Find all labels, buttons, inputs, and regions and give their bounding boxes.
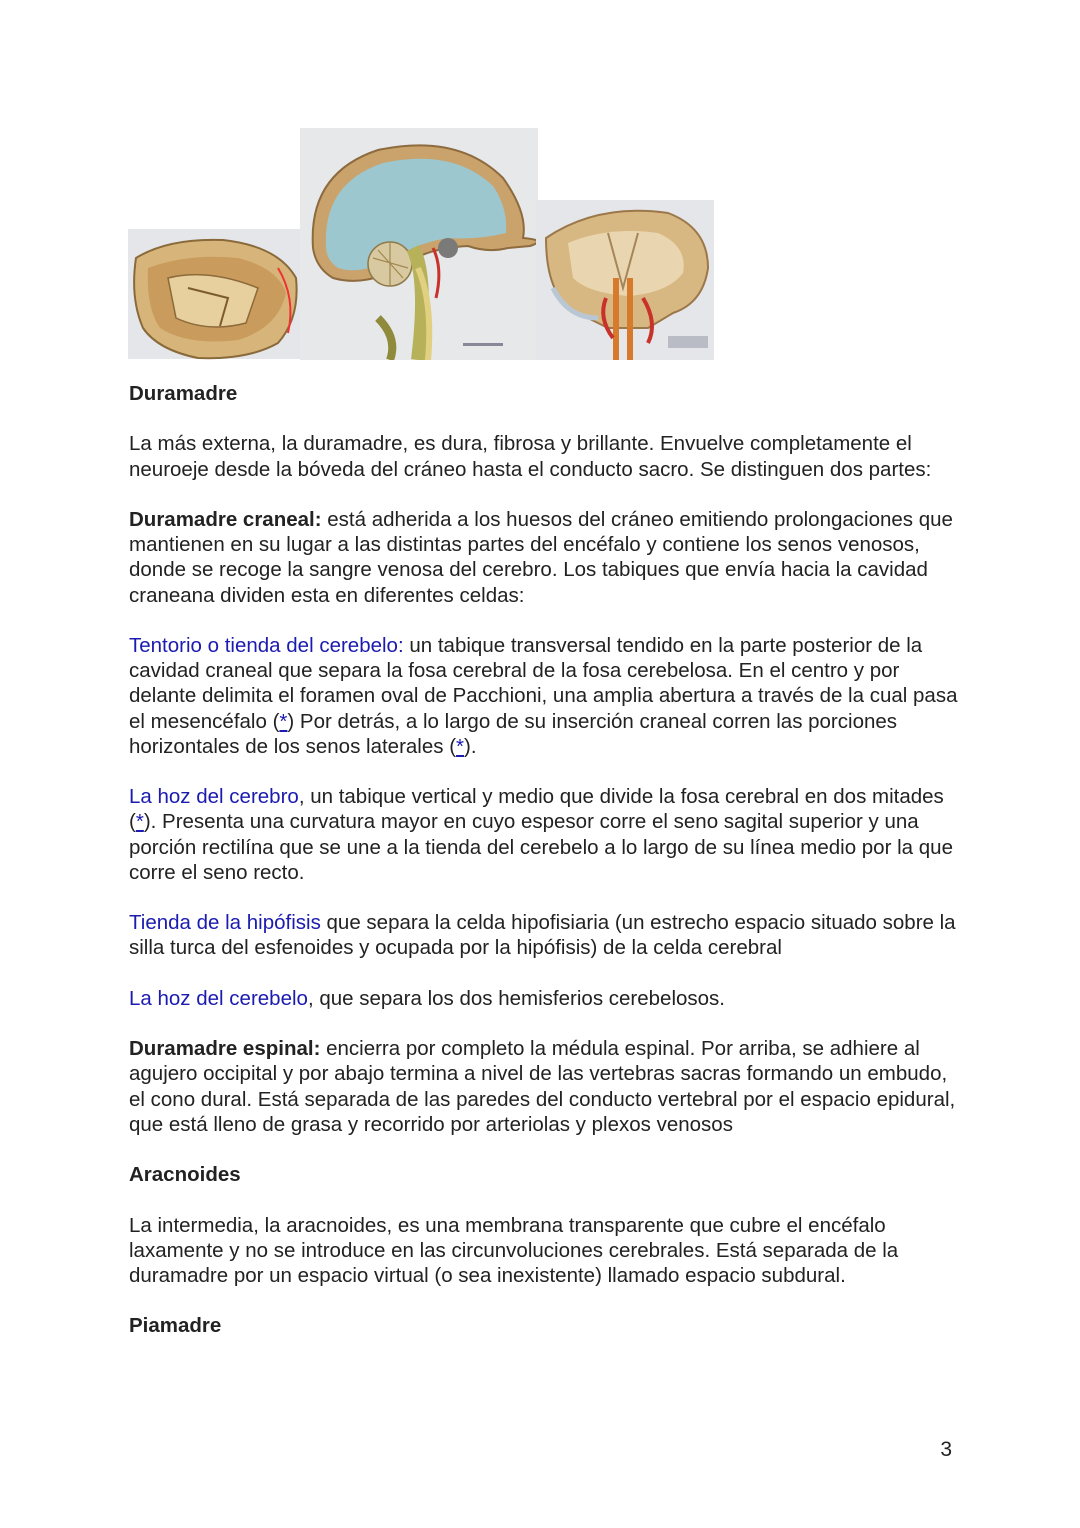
heading-piamadre: Piamadre	[129, 1314, 222, 1338]
text-duramadre-espinal: encierra por completo la médula espinal. Por arriba, se adhiere al agujero occipital y por abajo termina a nivel de las vertebras sacras formando un embudo, el cono dural. Está separada de las paredes del conducto vertebral por el espacio epidural, que está lleno de grasa y recorrido por arteriolas y plexos venosos	[129, 1037, 956, 1136]
text-tentorio-2: ) Por detrás, a lo largo de su inserción craneal corren las porciones horizontales de los senos laterales (	[129, 709, 898, 758]
cranial-base-illustration	[536, 200, 714, 360]
text-tentorio-1: un tabique transversal tendido en la parte posterior de la cavidad craneal que separa la fosa cerebral de la fosa cerebelosa. En el centro y por delante delimita el foramen oval de Pacchioni, una amplia abertura a través de la cual pasa el mesencéfalo (	[129, 633, 958, 733]
paragraph-tienda-hipofisis	[129, 910, 959, 960]
paragraph-hoz-cerebelo	[129, 986, 959, 1011]
term-duramadre-espinal: Duramadre espinal:	[129, 1037, 321, 1061]
term-duramadre-craneal: Duramadre craneal:	[129, 507, 322, 531]
paragraph-tentorio	[129, 633, 959, 759]
text-duramadre-craneal: está adherida a los huesos del cráneo emitiendo prolongaciones que mantienen en su lugar a las distintas partes del encéfalo y contiene los senos venosos, donde se recoge la sangre venosa del cerebro. Los tabiques que envía hacia la cavidad craneana dividen esta en diferentes celdas:	[129, 507, 953, 607]
term-tienda-hipofisis: Tienda de la hipófisis	[129, 911, 321, 935]
paragraph-aracnoides: La intermedia, la aracnoides, es una membrana transparente que cubre el encéfalo laxamente y no se introduce en las circunvoluciones cerebrales. Está separada de la duramadre por un espacio virtual (o sea inexistente) llamado espacio subdural.	[129, 1213, 899, 1287]
cranial-vault-illustration	[128, 229, 303, 359]
heading-aracnoides: Aracnoides	[129, 1163, 241, 1187]
text-hoz-cerebro-1: , un tabique vertical y medio que divide la fosa cerebral en dos mitades (	[129, 785, 944, 834]
term-hoz-cerebelo: La hoz del cerebelo	[129, 986, 308, 1010]
paragraph-duramadre-craneal	[129, 507, 959, 608]
heading-duramadre: Duramadre	[129, 382, 238, 405]
reference-link[interactable]: *	[135, 810, 144, 834]
sagittal-brain-section-illustration	[300, 128, 538, 360]
text-hoz-cerebelo: , que separa los dos hemisferios cerebelosos.	[307, 986, 725, 1010]
document-body	[129, 381, 959, 1364]
reference-link[interactable]: *	[279, 709, 288, 733]
paragraph-duramadre-espinal	[129, 1036, 959, 1137]
term-hoz-cerebro: La hoz del cerebro	[129, 785, 299, 809]
paragraph-duramadre-intro: La más externa, la duramadre, es dura, fibrosa y brillante. Envuelve completamente el neuroeje desde la bóveda del cráneo hasta el conducto sacro. Se distinguen dos partes:	[129, 432, 932, 481]
text-tentorio-3: ).	[464, 734, 477, 758]
term-tentorio: Tentorio o tienda del cerebelo:	[129, 633, 404, 657]
text-tienda-hipofisis: que separa la celda hipofisiaria (un estrecho espacio situado sobre la silla turca del esfenoides y ocupada por la hipófisis) de la celda cerebral	[129, 911, 956, 960]
reference-link[interactable]: *	[456, 734, 465, 758]
paragraph-hoz-cerebro	[129, 784, 959, 885]
text-hoz-cerebro-2: ). Presenta una curvatura mayor en cuyo espesor corre el seno sagital superior y una porción rectilína que se une a la tienda del cerebelo a lo largo de su línea medio por la que corre el seno recto.	[129, 810, 953, 884]
page-number: 3	[940, 1438, 952, 1461]
anatomy-illustrations	[128, 128, 718, 360]
